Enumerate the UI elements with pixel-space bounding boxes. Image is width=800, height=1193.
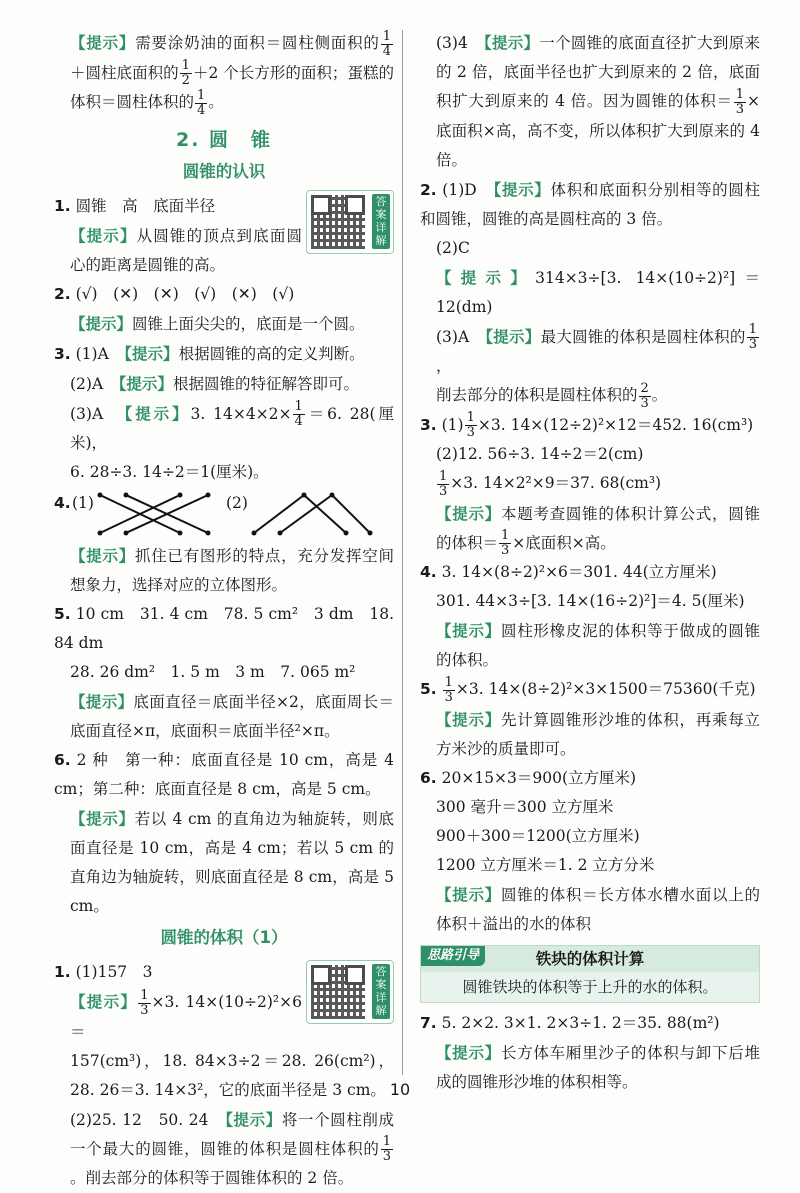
page-number: 10: [0, 1080, 800, 1099]
r7-line-1: 7. 5. 2×2. 3×1. 2×3÷1. 2＝35. 88(m²): [420, 1009, 760, 1038]
guide-badge: 思路引导: [421, 946, 485, 966]
volume-question-1-part-2: (2)25. 12 50. 24 【提示】将一个圆柱削成一个最大的圆锥，圆锥的体积是圆柱体积的 $\frac{1}{3}$ 。削去部分的体积等于圆锥体积的 2 倍。: [54, 1105, 394, 1193]
hint-text: 需要涂奶油的面积＝圆柱侧面积的: [135, 34, 380, 52]
fraction: $\frac{1}{2}$: [180, 59, 192, 88]
question-3-part-3b: 6. 28÷3. 14÷2＝1(厘米)。: [54, 458, 394, 487]
r7-hint: 【提示】长方体车厢里沙子的体积与卸下后堆成的圆锥形沙堆的体积相等。: [420, 1038, 760, 1097]
question-block: [54, 192, 394, 280]
r6-line-1: 6. 20×15×3＝900(立方厘米): [420, 764, 760, 793]
guide-header: [421, 946, 759, 972]
right-column: [420, 28, 760, 1097]
r3-part-2b: $\frac{1}{3}$ ×3. 14×2²×9＝37. 68(cm³): [420, 469, 760, 499]
fraction: $\frac{1}{4}$: [195, 89, 207, 118]
fraction: $\frac{1}{3}$: [734, 88, 746, 117]
fraction: $\frac{1}{3}$: [381, 1135, 393, 1164]
hint-label: 【提示】: [70, 33, 135, 52]
r2-part-3b: 削去部分的体积是圆柱体积的 $\frac{2}{3}$ 。: [420, 381, 760, 411]
question-4: [54, 487, 394, 541]
r6-line-2: 300 毫升＝300 立方厘米: [420, 793, 760, 822]
question-5-line-1: 5. 10 cm 31. 4 cm 78. 5 cm² 3 dm 18. 84 dm: [54, 600, 394, 658]
fraction: $\frac{1}{3}$: [747, 323, 759, 352]
question-3-part-2: (2)A 【提示】根据圆锥的特征解答即可。: [54, 369, 394, 399]
volume-question-1-hint-cont: 157(cm³)，18. 84×3÷2＝28. 26(cm²)，28. 26＝3. 14×3²，它的底面半径是 3 cm。: [54, 1047, 394, 1105]
hint-text: 。: [208, 93, 224, 111]
left-column: [54, 28, 394, 1193]
fraction: $\frac{1}{3}$: [465, 411, 477, 440]
r2-part-1: 2. (1)D 【提示】体积和底面积分别相等的圆柱和圆锥，圆锥的高是圆柱高的 3 倍。: [420, 175, 760, 234]
r6-line-3: 900＋300＝1200(立方厘米): [420, 822, 760, 851]
r3-hint: 【提示】本题考查圆锥的体积计算公式，圆锥的体积＝ $\frac{1}{3}$ ×底面积×高。: [420, 499, 760, 559]
matching-diagram-1: [96, 487, 216, 541]
r1-answer: (3)4 【提示】一个圆锥的底面直径扩大到原来的 2 倍，底面半径也扩大到原来的 2 倍，底面积扩大到原来的 4 倍。因为圆锥的体积＝ $\frac{1}{3}$ ×底面积×高，高不变，所以体积扩大到原来的 4 倍。: [420, 28, 760, 175]
r2-part-2: (2)C: [420, 234, 760, 263]
r4-line-2: 301. 44×3÷[3. 14×(16÷2)²]＝4. 5(厘米): [420, 587, 760, 616]
subsection-title: 圆锥的认识: [54, 157, 394, 186]
r2-part-2-hint: 【提示】314×3÷[3. 14×(10÷2)²]＝12(dm): [420, 263, 760, 322]
fraction: $\frac{1}{3}$: [437, 470, 449, 499]
question-3-part-3: (3)A 【提示】3. 14×4×2× $\frac{1}{4}$ ＝6. 28(厘米)，: [54, 399, 394, 459]
fraction: $\frac{1}{3}$: [138, 989, 150, 1018]
hint-text: ＋圆柱底面积的: [70, 64, 179, 82]
thinking-guide-box: [420, 945, 760, 1003]
qr-code-icon: [311, 195, 365, 249]
volume-question-1: 1. (1)157 3: [54, 958, 394, 987]
question-1: 1. 圆锥 高 底面半径: [54, 192, 394, 221]
fraction: $\frac{1}{4}$: [293, 400, 305, 429]
r2-part-3: (3)A 【提示】最大圆锥的体积是圆柱体积的 $\frac{1}{3}$ ，: [420, 322, 760, 382]
matching-diagram-2: [250, 487, 380, 541]
question-2-hint: 【提示】圆锥上面尖尖的，底面是一个圆。: [54, 309, 394, 339]
question-6-hint: 【提示】若以 4 cm 的直角边为轴旋转，则底面直径是 10 cm，高是 4 cm；若以 5 cm 的直角边为轴旋转，则底面直径是 8 cm，高是 5 cm。: [54, 804, 394, 921]
r3-part-1: 3. (1) $\frac{1}{3}$ ×3. 14×(12÷2)²×12＝452. 16(cm³): [420, 411, 760, 441]
answer-detail-tag: 答案详解: [372, 964, 390, 1019]
part-label: (2): [226, 489, 248, 518]
section-title: 2. 圆 锥: [54, 126, 394, 155]
subsection-title: 圆锥的体积（1）: [54, 923, 394, 952]
r4-line-1: 4. 3. 14×(8÷2)²×6＝301. 44(立方厘米): [420, 558, 760, 587]
question-3-part-1: 3. (1)A 【提示】根据圆锥的高的定义判断。: [54, 339, 394, 369]
fraction: $\frac{2}{3}$: [639, 382, 651, 411]
question-5-line-2: 28. 26 dm² 1. 5 m 3 m 7. 065 m²: [54, 658, 394, 687]
guide-body: 圆锥铁块的体积等于上升的水的体积。: [421, 972, 759, 1002]
question-number: 4.: [54, 489, 71, 518]
hint-text: ＋2 个长方形的面积；蛋糕的体积＝圆柱体积的: [70, 64, 394, 112]
fraction: $\frac{1}{4}$: [381, 30, 393, 59]
qr-code-icon: [311, 965, 365, 1019]
column-divider: [402, 30, 403, 1075]
question-block: [54, 958, 394, 1047]
question-4-hint: 【提示】抓住已有图形的特点，充分发挥空间想象力，选择对应的立体图形。: [54, 541, 394, 600]
question-6: 6. 2 种 第一种：底面直径是 10 cm，高是 4 cm；第二种：底面直径是 8 cm，高是 5 cm。: [54, 746, 394, 804]
question-5-hint: 【提示】底面直径＝底面半径×2，底面周长＝底面直径×π，底面积＝底面半径²×π。: [54, 687, 394, 746]
question-2: 2. (√) (✕) (✕) (√) (✕) (√): [54, 280, 394, 309]
fraction: $\frac{1}{3}$: [499, 529, 511, 558]
part-label: (1): [72, 489, 94, 518]
fraction: $\frac{1}{3}$: [443, 676, 455, 705]
answer-detail-tag: 答案详解: [372, 194, 390, 249]
qr-code-box[interactable]: [306, 190, 394, 254]
intro-hint: [54, 28, 394, 118]
r6-hint: 【提示】圆锥的体积＝长方体水槽水面以上的体积＋溢出的水的体积: [420, 880, 760, 939]
qr-code-box[interactable]: [306, 960, 394, 1024]
r3-part-2: (2)12. 56÷3. 14÷2＝2(cm): [420, 440, 760, 469]
r6-line-4: 1200 立方厘米＝1. 2 立方分米: [420, 851, 760, 880]
guide-title: 铁块的体积计算: [421, 946, 759, 972]
r5-line-1: 5. $\frac{1}{3}$ ×3. 14×(8÷2)²×3×1500＝75360(千克): [420, 675, 760, 705]
r5-hint: 【提示】先计算圆锥形沙堆的体积，再乘每立方米沙的质量即可。: [420, 705, 760, 764]
question-1-hint: 【提示】从圆锥的顶点到底面圆心的距离是圆锥的高。: [54, 221, 394, 280]
volume-question-1-hint: 【提示】 $\frac{1}{3}$ ×3. 14×(10÷2)²×6＝: [54, 987, 394, 1047]
r4-hint: 【提示】圆柱形橡皮泥的体积等于做成的圆锥的体积。: [420, 616, 760, 675]
